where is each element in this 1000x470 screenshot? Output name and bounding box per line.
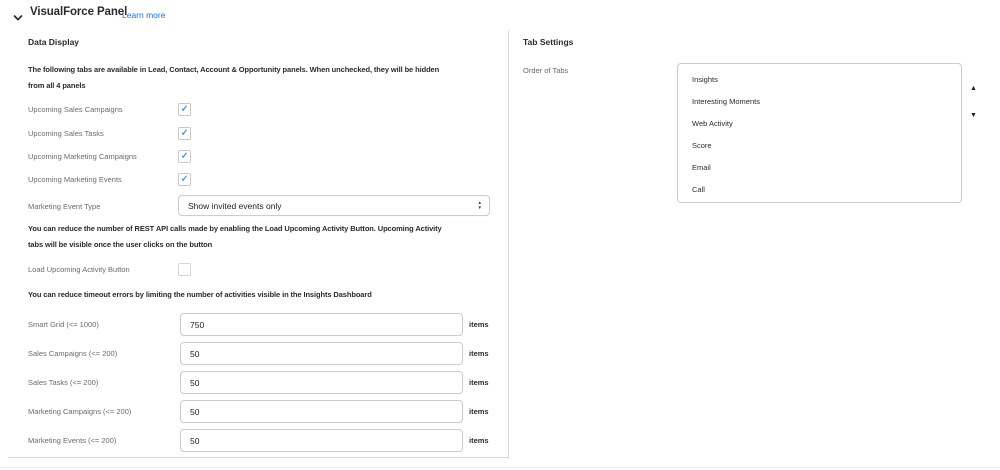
rest-api-note-text: You can reduce the number of REST API calls made by enabling the Load Upcoming Activity Button. Upcoming Activity tabs will be visible once the user clicks on the button: [28, 224, 442, 249]
check-icon: ✓: [180, 173, 189, 184]
tab-settings-heading: Tab Settings: [523, 37, 574, 47]
marketing-events-unit: items: [469, 436, 489, 445]
sales-tasks-unit: items: [469, 378, 489, 387]
smart-grid-label: Smart Grid (<= 1000): [28, 320, 99, 329]
left-section-bottom-border: [8, 457, 508, 458]
marketing-campaigns-label: Marketing Campaigns (<= 200): [28, 407, 132, 416]
sales-tasks-label: Sales Tasks (<= 200): [28, 378, 99, 387]
marketing-event-type-value: Show invited events only: [188, 200, 282, 211]
marketing-campaigns-unit: items: [469, 407, 489, 416]
upcoming-sales-tasks-label: Upcoming Sales Tasks: [28, 129, 104, 138]
order-of-tabs-label: Order of Tabs: [523, 66, 569, 75]
tab-order-item-email[interactable]: Email: [692, 163, 711, 172]
upcoming-sales-tasks-checkbox[interactable]: [178, 127, 191, 140]
smart-grid-unit: items: [469, 320, 489, 329]
column-divider: [508, 30, 509, 459]
upcoming-marketing-events-checkbox[interactable]: [178, 173, 191, 186]
marketing-event-type-label: Marketing Event Type: [28, 202, 101, 211]
tab-order-item-web-activity[interactable]: Web Activity: [692, 119, 733, 128]
smart-grid-input[interactable]: [180, 313, 463, 336]
upcoming-marketing-events-label: Upcoming Marketing Events: [28, 175, 122, 184]
sales-campaigns-input[interactable]: [180, 342, 463, 365]
data-display-heading: Data Display: [28, 37, 80, 47]
tabs-intro-text: The following tabs are available in Lead, Contact, Account & Opportunity panels. When unchecked, they will be hidden from all 4 panels: [28, 65, 440, 90]
tab-order-item-call[interactable]: Call: [692, 185, 705, 194]
check-icon: ✓: [180, 150, 189, 161]
upcoming-sales-campaigns-label: Upcoming Sales Campaigns: [28, 105, 123, 114]
tab-order-item-insights[interactable]: Insights: [692, 75, 718, 84]
page-bottom-border: [0, 467, 1000, 468]
move-tab-down-icon[interactable]: ▼: [970, 112, 977, 119]
collapse-chevron-down-icon[interactable]: [13, 10, 23, 20]
upcoming-marketing-campaigns-label: Upcoming Marketing Campaigns: [28, 152, 137, 161]
sales-campaigns-label: Sales Campaigns (<= 200): [28, 349, 118, 358]
upcoming-marketing-campaigns-checkbox[interactable]: [178, 150, 191, 163]
sales-campaigns-unit: items: [469, 349, 489, 358]
upcoming-sales-campaigns-checkbox[interactable]: [178, 103, 191, 116]
check-icon: ✓: [180, 103, 189, 114]
load-upcoming-activity-label: Load Upcoming Activity Button: [28, 265, 130, 274]
marketing-events-input[interactable]: [180, 429, 463, 452]
tab-order-item-interesting-moments[interactable]: Interesting Moments: [692, 97, 760, 106]
tab-order-listbox: [677, 63, 962, 203]
select-stepper-icon: ▲ ▼: [477, 200, 482, 210]
move-tab-up-icon[interactable]: ▲: [970, 85, 977, 92]
timeout-note-text: You can reduce timeout errors by limiting the number of activities visible in the Insights Dashboard: [28, 290, 372, 299]
load-upcoming-activity-checkbox[interactable]: [178, 263, 191, 276]
learn-more-link[interactable]: Learn more: [122, 10, 166, 20]
sales-tasks-input[interactable]: [180, 371, 463, 394]
marketing-campaigns-input[interactable]: [180, 400, 463, 423]
marketing-events-label: Marketing Events (<= 200): [28, 436, 117, 445]
check-icon: ✓: [180, 127, 189, 138]
page-title: VisualForce Panel: [30, 6, 128, 18]
marketing-event-type-select[interactable]: [178, 195, 490, 216]
tab-order-item-score[interactable]: Score: [692, 141, 712, 150]
